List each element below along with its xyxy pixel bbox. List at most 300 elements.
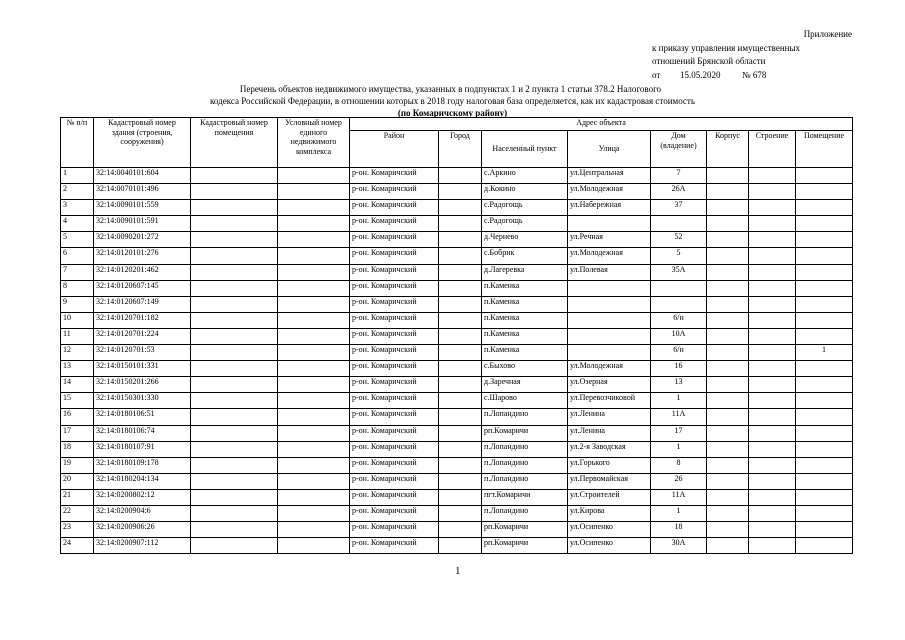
row-number-cell: 19 [61, 457, 94, 473]
street-cell: ул.Строителей [568, 489, 651, 505]
district-cell: р-он. Комаричский [350, 184, 439, 200]
house-cell: 52 [651, 232, 707, 248]
cad-room-cell [191, 409, 278, 425]
korpus-cell [707, 248, 749, 264]
cad-room-cell [191, 538, 278, 554]
house-cell: 1 [651, 441, 707, 457]
settlement-cell: с.Быхово [482, 361, 568, 377]
settlement-cell: п.Лопандино [482, 473, 568, 489]
city-cell [439, 505, 482, 521]
settlement-cell: п.Каменка [482, 312, 568, 328]
house-cell: 6/н [651, 345, 707, 361]
district-cell: р-он. Комаричский [350, 200, 439, 216]
city-cell [439, 522, 482, 538]
settlement-cell: п.Лопандино [482, 457, 568, 473]
cad-building-cell: 32:14:0150101:331 [94, 361, 191, 377]
title-line-3: (по Комаричскому району) [397, 108, 508, 118]
house-cell: 11А [651, 489, 707, 505]
table-row [61, 280, 853, 296]
cad-room-cell [191, 184, 278, 200]
stroenie-cell [749, 361, 796, 377]
row-number-cell: 14 [61, 377, 94, 393]
table-row [61, 489, 853, 505]
table-row [61, 200, 853, 216]
appendix-title: Приложение [803, 29, 852, 39]
city-cell [439, 248, 482, 264]
room-cell [796, 232, 853, 248]
cad-room-cell [191, 345, 278, 361]
settlement-cell: п.Каменка [482, 296, 568, 312]
korpus-cell [707, 361, 749, 377]
street-cell: ул.Осипенко [568, 538, 651, 554]
header-street: Улица [568, 131, 651, 168]
stroenie-cell [749, 345, 796, 361]
table-row [61, 168, 853, 184]
stroenie-cell [749, 264, 796, 280]
cad-building-cell: 32:14:0090101:559 [94, 200, 191, 216]
stroenie-cell [749, 393, 796, 409]
row-number-cell: 16 [61, 409, 94, 425]
stroenie-cell [749, 409, 796, 425]
stroenie-cell [749, 441, 796, 457]
house-cell: 16 [651, 361, 707, 377]
house-cell [651, 296, 707, 312]
stroenie-cell [749, 538, 796, 554]
cad-building-cell: 32:14:0200904:6 [94, 505, 191, 521]
settlement-cell: рп.Комаричи [482, 522, 568, 538]
row-number-cell: 3 [61, 200, 94, 216]
cond-number-cell [278, 377, 350, 393]
street-cell: ул.Молодежная [568, 248, 651, 264]
korpus-cell [707, 312, 749, 328]
cond-number-cell [278, 328, 350, 344]
table-row [61, 296, 853, 312]
korpus-cell [707, 457, 749, 473]
table-row [61, 441, 853, 457]
street-cell: ул.Ленина [568, 425, 651, 441]
table-row [61, 361, 853, 377]
row-number-cell: 9 [61, 296, 94, 312]
city-cell [439, 377, 482, 393]
cad-room-cell [191, 441, 278, 457]
cond-number-cell [278, 184, 350, 200]
cad-room-cell [191, 377, 278, 393]
stroenie-cell [749, 457, 796, 473]
cad-building-cell: 32:14:0120701:53 [94, 345, 191, 361]
house-cell: 10А [651, 328, 707, 344]
district-cell: р-он. Комаричский [350, 328, 439, 344]
appendix-order-line: к приказу управления имущественных [652, 42, 801, 53]
street-cell [568, 296, 651, 312]
stroenie-cell [749, 280, 796, 296]
korpus-cell [707, 489, 749, 505]
header-stroenie: Строение [749, 131, 796, 168]
table-row [61, 264, 853, 280]
city-cell [439, 312, 482, 328]
settlement-cell: п.Лопандино [482, 441, 568, 457]
cond-number-cell [278, 312, 350, 328]
room-cell [796, 296, 853, 312]
house-cell: 6/н [651, 312, 707, 328]
city-cell [439, 473, 482, 489]
district-cell: р-он. Комаричский [350, 522, 439, 538]
district-cell: р-он. Комаричский [350, 264, 439, 280]
cond-number-cell [278, 393, 350, 409]
page-number: 1 [455, 565, 461, 577]
cad-building-cell: 32:14:0180107:91 [94, 441, 191, 457]
city-cell [439, 409, 482, 425]
row-number-cell: 20 [61, 473, 94, 489]
header-num: № п/п [61, 118, 94, 168]
city-cell [439, 538, 482, 554]
street-cell: ул.Осипенко [568, 522, 651, 538]
settlement-cell: рп.Комаричи [482, 425, 568, 441]
house-cell: 8 [651, 457, 707, 473]
street-cell: ул.2-я Заводская [568, 441, 651, 457]
cad-room-cell [191, 489, 278, 505]
house-cell [651, 280, 707, 296]
district-cell: р-он. Комаричский [350, 232, 439, 248]
cad-room-cell [191, 280, 278, 296]
header-pomeshenie: Помещение [796, 131, 853, 168]
settlement-cell: рп.Комаричи [482, 538, 568, 554]
cond-number-cell [278, 425, 350, 441]
district-cell: р-он. Комаричский [350, 216, 439, 232]
house-cell: 35А [651, 264, 707, 280]
room-cell [796, 328, 853, 344]
cad-building-cell: 32:14:0200802:12 [94, 489, 191, 505]
cad-building-cell: 32:14:0090101:591 [94, 216, 191, 232]
house-cell: 18 [651, 522, 707, 538]
street-cell: ул.Полевая [568, 264, 651, 280]
header-cad-building: Кадастровый номер здания (строения, сооружения) [94, 118, 191, 168]
district-cell: р-он. Комаричский [350, 168, 439, 184]
city-cell [439, 457, 482, 473]
settlement-cell: д.Лагеревка [482, 264, 568, 280]
table-row [61, 184, 853, 200]
house-cell: 30А [651, 538, 707, 554]
room-cell [796, 505, 853, 521]
header-cad-room: Кадастровый номер помещения [191, 118, 278, 168]
street-cell: ул.Кирова [568, 505, 651, 521]
room-cell [796, 216, 853, 232]
cad-room-cell [191, 200, 278, 216]
settlement-cell: д.Кокино [482, 184, 568, 200]
street-cell: ул.Ленина [568, 409, 651, 425]
district-cell: р-он. Комаричский [350, 377, 439, 393]
cad-building-cell: 32:14:0180106:74 [94, 425, 191, 441]
header-house: Дом (владение) [651, 131, 707, 168]
settlement-cell: с.Радогощь [482, 216, 568, 232]
cad-building-cell: 32:14:0200907:112 [94, 538, 191, 554]
cond-number-cell [278, 200, 350, 216]
city-cell [439, 168, 482, 184]
cad-building-cell: 32:14:0180204:134 [94, 473, 191, 489]
room-cell [796, 473, 853, 489]
cad-room-cell [191, 168, 278, 184]
city-cell [439, 216, 482, 232]
settlement-cell: с.Шарово [482, 393, 568, 409]
row-number-cell: 7 [61, 264, 94, 280]
city-cell [439, 328, 482, 344]
stroenie-cell [749, 522, 796, 538]
stroenie-cell [749, 184, 796, 200]
room-cell [796, 184, 853, 200]
cad-room-cell [191, 361, 278, 377]
row-number-cell: 18 [61, 441, 94, 457]
district-cell: р-он. Комаричский [350, 489, 439, 505]
cad-building-cell: 32:14:0180106:51 [94, 409, 191, 425]
korpus-cell [707, 538, 749, 554]
cad-room-cell [191, 505, 278, 521]
cond-number-cell [278, 457, 350, 473]
street-cell: ул.Набережная [568, 200, 651, 216]
korpus-cell [707, 522, 749, 538]
table-row [61, 248, 853, 264]
header-korpus: Корпус [707, 131, 749, 168]
cad-room-cell [191, 425, 278, 441]
cad-room-cell [191, 232, 278, 248]
settlement-cell: с.Аркино [482, 168, 568, 184]
street-cell: ул.Центральная [568, 168, 651, 184]
cond-number-cell [278, 505, 350, 521]
cad-building-cell: 32:14:0120701:224 [94, 328, 191, 344]
room-cell [796, 312, 853, 328]
street-cell: ул.Речная [568, 232, 651, 248]
stroenie-cell [749, 425, 796, 441]
settlement-cell: д.Чернево [482, 232, 568, 248]
street-cell: ул.Молодежная [568, 184, 651, 200]
room-cell [796, 393, 853, 409]
district-cell: р-он. Комаричский [350, 538, 439, 554]
district-cell: р-он. Комаричский [350, 345, 439, 361]
settlement-cell: п.Каменка [482, 345, 568, 361]
cond-number-cell [278, 280, 350, 296]
appendix-block [652, 28, 852, 82]
stroenie-cell [749, 232, 796, 248]
city-cell [439, 361, 482, 377]
stroenie-cell [749, 377, 796, 393]
street-cell [568, 328, 651, 344]
room-cell [796, 489, 853, 505]
settlement-cell: с.Радогощь [482, 200, 568, 216]
cond-number-cell [278, 264, 350, 280]
cond-number-cell [278, 232, 350, 248]
city-cell [439, 441, 482, 457]
row-number-cell: 6 [61, 248, 94, 264]
korpus-cell [707, 280, 749, 296]
street-cell [568, 216, 651, 232]
city-cell [439, 425, 482, 441]
stroenie-cell [749, 328, 796, 344]
appendix-dept-line: отношений Брянской области [652, 56, 766, 66]
korpus-cell [707, 264, 749, 280]
room-cell [796, 522, 853, 538]
room-cell [796, 248, 853, 264]
korpus-cell [707, 377, 749, 393]
cond-number-cell [278, 361, 350, 377]
district-cell: р-он. Комаричский [350, 280, 439, 296]
house-cell: 11А [651, 409, 707, 425]
cond-number-cell [278, 168, 350, 184]
row-number-cell: 23 [61, 522, 94, 538]
cad-room-cell [191, 473, 278, 489]
cad-room-cell [191, 296, 278, 312]
table-row [61, 377, 853, 393]
street-cell [568, 312, 651, 328]
district-cell: р-он. Комаричский [350, 473, 439, 489]
cond-number-cell [278, 441, 350, 457]
row-number-cell: 21 [61, 489, 94, 505]
cad-building-cell: 32:14:0200906:26 [94, 522, 191, 538]
cad-room-cell [191, 457, 278, 473]
settlement-cell: п.Каменка [482, 280, 568, 296]
row-number-cell: 5 [61, 232, 94, 248]
house-cell: 37 [651, 200, 707, 216]
korpus-cell [707, 216, 749, 232]
table-row [61, 457, 853, 473]
settlement-cell: д.Заречная [482, 377, 568, 393]
house-cell: 1 [651, 393, 707, 409]
room-cell [796, 457, 853, 473]
row-number-cell: 1 [61, 168, 94, 184]
table-row [61, 522, 853, 538]
title-line-2: кодекса Российской Федерации, в отношении которых в 2018 году налоговая база определяется, как их кадастровая стоимость [210, 96, 695, 106]
cad-room-cell [191, 312, 278, 328]
cond-number-cell [278, 216, 350, 232]
room-cell: 1 [796, 345, 853, 361]
stroenie-cell [749, 296, 796, 312]
korpus-cell [707, 409, 749, 425]
korpus-cell [707, 296, 749, 312]
cad-building-cell: 32:14:0120201:462 [94, 264, 191, 280]
header-address: Адрес объекта [350, 118, 853, 131]
city-cell [439, 200, 482, 216]
korpus-cell [707, 328, 749, 344]
city-cell [439, 393, 482, 409]
house-cell: 13 [651, 377, 707, 393]
table-row [61, 505, 853, 521]
stroenie-cell [749, 168, 796, 184]
settlement-cell: пгт.Комаричи [482, 489, 568, 505]
stroenie-cell [749, 216, 796, 232]
stroenie-cell [749, 505, 796, 521]
settlement-cell: п.Лопандино [482, 505, 568, 521]
district-cell: р-он. Комаричский [350, 457, 439, 473]
korpus-cell [707, 200, 749, 216]
street-cell: ул.Озерная [568, 377, 651, 393]
city-cell [439, 264, 482, 280]
appendix-number: № 678 [742, 69, 767, 80]
room-cell [796, 425, 853, 441]
cad-building-cell: 32:14:0180109:178 [94, 457, 191, 473]
table-row [61, 473, 853, 489]
house-cell: 26 [651, 473, 707, 489]
city-cell [439, 345, 482, 361]
settlement-cell: п.Лопандино [482, 409, 568, 425]
district-cell: р-он. Комаричский [350, 505, 439, 521]
cond-number-cell [278, 473, 350, 489]
table-row [61, 425, 853, 441]
korpus-cell [707, 473, 749, 489]
korpus-cell [707, 345, 749, 361]
cond-number-cell [278, 296, 350, 312]
row-number-cell: 15 [61, 393, 94, 409]
room-cell [796, 200, 853, 216]
street-cell: ул.Первомайская [568, 473, 651, 489]
cad-building-cell: 32:14:0070101:496 [94, 184, 191, 200]
room-cell [796, 280, 853, 296]
table-row [61, 312, 853, 328]
stroenie-cell [749, 312, 796, 328]
room-cell [796, 264, 853, 280]
house-cell: 17 [651, 425, 707, 441]
room-cell [796, 361, 853, 377]
room-cell [796, 441, 853, 457]
street-cell [568, 345, 651, 361]
header-city: Город [439, 131, 482, 168]
appendix-date-line [652, 69, 852, 83]
header-settlement: Населенный пункт [482, 131, 568, 168]
cad-room-cell [191, 393, 278, 409]
cad-room-cell [191, 522, 278, 538]
appendix-from-label: от [652, 69, 661, 80]
cond-number-cell [278, 489, 350, 505]
cad-building-cell: 32:14:0120607:145 [94, 280, 191, 296]
house-cell: 1 [651, 505, 707, 521]
row-number-cell: 8 [61, 280, 94, 296]
street-cell: ул.Перевозчиковой [568, 393, 651, 409]
appendix-date: 15.05.2020 [680, 69, 721, 80]
room-cell [796, 538, 853, 554]
stroenie-cell [749, 248, 796, 264]
korpus-cell [707, 184, 749, 200]
korpus-cell [707, 441, 749, 457]
table-row [61, 328, 853, 344]
cad-room-cell [191, 216, 278, 232]
korpus-cell [707, 425, 749, 441]
table-row [61, 393, 853, 409]
table-row [61, 216, 853, 232]
property-table [60, 117, 853, 554]
room-cell [796, 377, 853, 393]
cad-building-cell: 32:14:0120101:276 [94, 248, 191, 264]
settlement-cell: с.Бобрик [482, 248, 568, 264]
row-number-cell: 4 [61, 216, 94, 232]
district-cell: р-он. Комаричский [350, 441, 439, 457]
cad-building-cell: 32:14:0120607:149 [94, 296, 191, 312]
house-cell: 7 [651, 168, 707, 184]
cad-building-cell: 32:14:0040101:604 [94, 168, 191, 184]
city-cell [439, 184, 482, 200]
table-row [61, 538, 853, 554]
row-number-cell: 17 [61, 425, 94, 441]
row-number-cell: 2 [61, 184, 94, 200]
header-district: Район [350, 131, 439, 168]
district-cell: р-он. Комаричский [350, 393, 439, 409]
cad-building-cell: 32:14:0090201:272 [94, 232, 191, 248]
city-cell [439, 280, 482, 296]
stroenie-cell [749, 473, 796, 489]
cad-room-cell [191, 264, 278, 280]
cad-building-cell: 32:14:0150201:266 [94, 377, 191, 393]
cad-building-cell: 32:14:0120701:182 [94, 312, 191, 328]
row-number-cell: 13 [61, 361, 94, 377]
table-row [61, 409, 853, 425]
cond-number-cell [278, 522, 350, 538]
cad-room-cell [191, 248, 278, 264]
cond-number-cell [278, 538, 350, 554]
